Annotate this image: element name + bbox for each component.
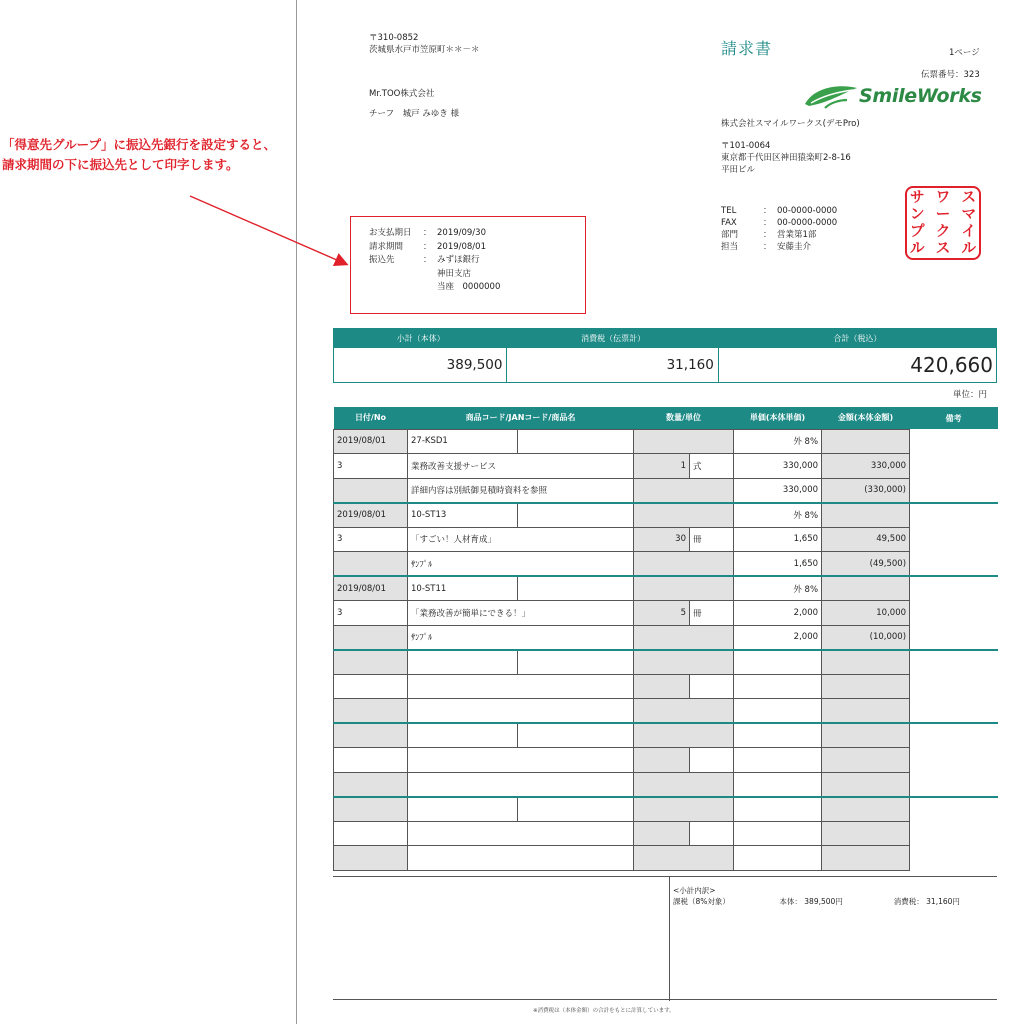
item-qty: 1 (634, 454, 690, 479)
item-date: 2019/08/01 (334, 576, 408, 601)
slip-number: 伝票番号：323 (921, 70, 980, 80)
seal-column-3: サ ン プ ル (910, 190, 925, 257)
account-row: 当座 0000000 (437, 282, 501, 292)
item-code: 10-ST11 (408, 576, 518, 601)
item-amount-2: (10,000) (822, 625, 910, 650)
footer-divider (669, 877, 670, 1001)
table-row (334, 527, 998, 552)
item-price: 1,650 (734, 527, 822, 552)
contact-fax: FAX ： 00-0000-0000 (721, 218, 838, 228)
item-amount: 10,000 (822, 601, 910, 626)
smileworks-logo (801, 82, 991, 112)
summary-values (334, 348, 996, 382)
breakdown-tax: 消費税： 31,160円 (893, 897, 960, 906)
issuer-street: 東京都千代田区神田猿楽町2-8-16 (721, 153, 851, 163)
col-amount: 金額(本体金額) (822, 407, 910, 429)
col-qty-unit: 数量/単位 (634, 407, 734, 429)
tax-value: 31,160 (507, 348, 718, 382)
recipient-address (369, 32, 480, 56)
item-price-2: 1,650 (734, 552, 822, 577)
line-items-table (333, 407, 997, 871)
item-detail: ｻﾝﾌﾟﾙ (408, 552, 634, 577)
item-no: 3 (334, 527, 408, 552)
col-product: 商品コード/JANコード/商品名 (408, 407, 634, 429)
seal-column-2: ワ ー ク ス (935, 190, 951, 257)
document-title: 請求書 (721, 39, 773, 58)
currency-unit: 単位：円 (953, 390, 988, 400)
annotation-line-2: 請求期間の下に振込先として印字します。 (2, 157, 239, 172)
item-amount: 330,000 (822, 454, 910, 479)
logo-text: SmileWorks (859, 85, 982, 107)
bank-row: 振込先 ： みずほ銀行 (369, 255, 480, 265)
item-price: 330,000 (734, 454, 822, 479)
summary-table (333, 328, 997, 383)
empty-row (334, 797, 998, 822)
issuer-building: 平田ビル (721, 165, 756, 175)
issuer-postal: 〒101-0064 (721, 141, 771, 151)
table-row (334, 429, 998, 454)
subtotal-value: 389,500 (334, 348, 507, 382)
footer-breakdown (333, 876, 997, 1000)
item-qty: 5 (634, 601, 690, 626)
breakdown-label: 課税（8%対象） (673, 897, 730, 906)
summary-header (334, 329, 996, 348)
table-row (334, 503, 998, 528)
leaf-logo-icon (801, 82, 861, 112)
total-value: 420,660 (910, 353, 993, 377)
col-remarks: 備考 (910, 407, 998, 429)
item-detail: ｻﾝﾌﾟﾙ (408, 625, 634, 650)
footer-note: ※消費税は（本体金額）の合計をもとに計算しています。 (533, 1008, 675, 1014)
breakdown-base: 本体： 389,500円 (779, 897, 843, 906)
item-code: 10-ST13 (408, 503, 518, 528)
item-price: 2,000 (734, 601, 822, 626)
table-row (334, 625, 998, 650)
empty-row (334, 772, 998, 797)
recipient-name-block (369, 88, 459, 120)
tax-header: 消費税（伝票計） (581, 334, 646, 343)
item-unit: 式 (690, 454, 734, 479)
issuer-company: 株式会社スマイルワークス(デモPro) (721, 119, 860, 129)
recipient-street: 茨城県水戸市笠原町＊＊－＊ (369, 45, 480, 55)
item-tax-rate: 外 8% (734, 576, 822, 601)
empty-row (334, 650, 998, 675)
invoice-page (296, 0, 1024, 1024)
breakdown-title: <小計内訳> (673, 886, 716, 895)
item-name: 「すごい！人材育成」 (408, 527, 634, 552)
company-seal-stamp (905, 186, 981, 260)
subtotal-breakdown (673, 885, 960, 907)
branch-row: 神田支店 (437, 268, 472, 279)
empty-row (334, 821, 998, 846)
item-tax-rate: 外 8% (734, 503, 822, 528)
col-date-no: 日付/No (334, 407, 408, 429)
item-price-2: 2,000 (734, 625, 822, 650)
empty-row (334, 699, 998, 724)
empty-row (334, 846, 998, 871)
item-unit: 冊 (690, 601, 734, 626)
item-name: 業務改善支援サービス (408, 454, 634, 479)
item-date: 2019/08/01 (334, 429, 408, 454)
table-row (334, 478, 998, 503)
annotation-line-1: 「得意先グループ」に振込先銀行を設定すると、 (2, 137, 277, 152)
table-row (334, 576, 998, 601)
empty-row (334, 674, 998, 699)
contact-tel: TEL ： 00-0000-0000 (721, 206, 838, 216)
recipient-postal: 〒310-0852 (369, 33, 419, 43)
table-row (334, 601, 998, 626)
payment-info-box (350, 216, 586, 314)
issuer-contacts (721, 205, 837, 253)
billing-period-row: 請求期間 ： 2019/08/01 (369, 241, 486, 252)
item-name: 「業務改善が簡単にできる！」 (408, 601, 634, 626)
item-date: 2019/08/01 (334, 503, 408, 528)
item-price-2: 330,000 (734, 478, 822, 503)
issuer-address (721, 140, 851, 176)
table-row (334, 552, 998, 577)
total-header: 合計（税込） (833, 334, 882, 343)
payment-due-row: お支払期日 ： 2019/09/30 (369, 228, 486, 238)
item-no: 3 (334, 601, 408, 626)
recipient-company: Mr.TOO株式会社 (369, 89, 435, 99)
contact-person: 担当 ： 安藤圭介 (721, 242, 812, 252)
item-code: 27-KSD1 (408, 429, 518, 454)
item-amount-2: (49,500) (822, 552, 910, 577)
item-qty: 30 (634, 527, 690, 552)
item-unit: 冊 (690, 527, 734, 552)
item-amount-2: (330,000) (822, 478, 910, 503)
item-detail: 詳細内容は別紙御見積時資料を参照 (408, 478, 634, 503)
page-number: 1ページ (949, 48, 980, 58)
seal-column-1: ス マ イ ル (961, 190, 976, 257)
item-tax-rate: 外 8% (734, 429, 822, 454)
empty-row (334, 748, 998, 773)
table-row (334, 454, 998, 479)
col-unit-price: 単価(本体単価) (734, 407, 822, 429)
item-amount: 49,500 (822, 527, 910, 552)
item-no: 3 (334, 454, 408, 479)
recipient-person: チーフ 城戸 みゆき 様 (369, 109, 459, 119)
subtotal-header: 小計（本体） (396, 334, 445, 343)
items-header-row (334, 407, 998, 429)
empty-row (334, 723, 998, 748)
contact-department: 部門 ： 営業第1部 (721, 230, 817, 240)
